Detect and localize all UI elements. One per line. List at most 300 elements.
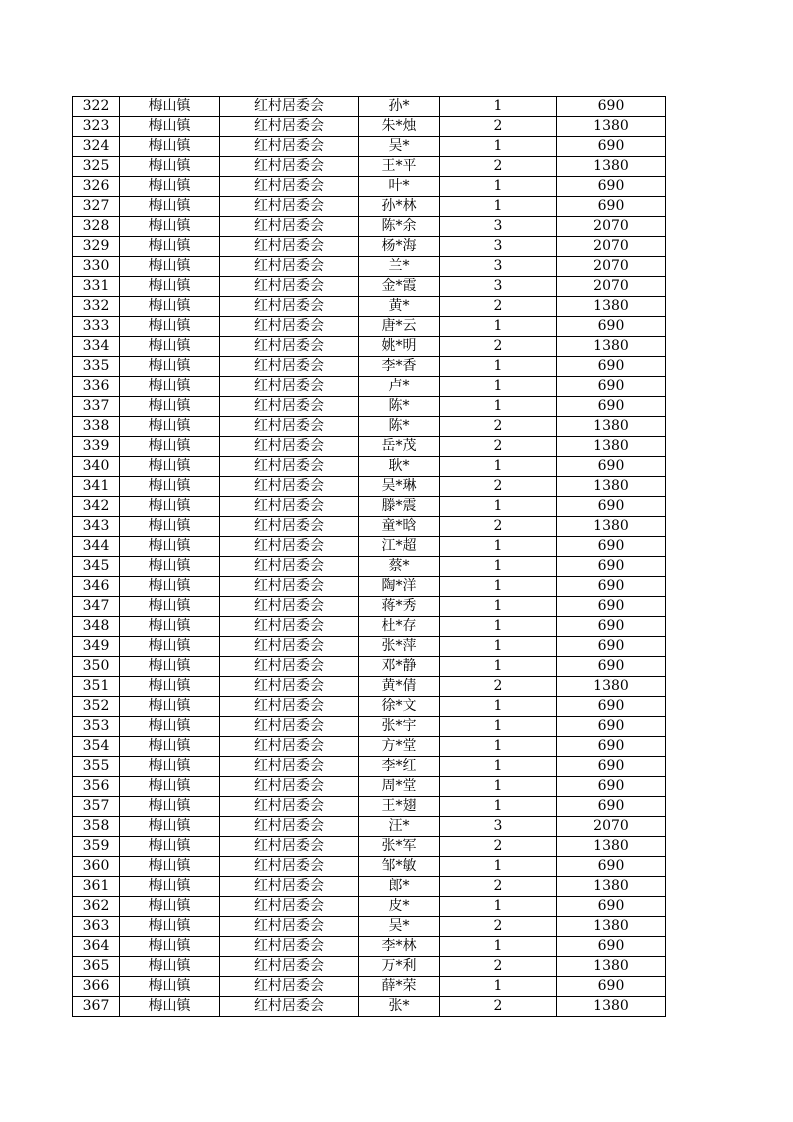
amount-cell: 690 [557, 797, 666, 817]
household-count-cell: 1 [440, 777, 557, 797]
amount-cell: 690 [557, 737, 666, 757]
committee-cell: 红村居委会 [220, 297, 359, 317]
household-count-cell: 1 [440, 637, 557, 657]
row-number-cell: 365 [73, 957, 120, 977]
row-number-cell: 355 [73, 757, 120, 777]
table-row [73, 217, 666, 237]
row-number-cell: 343 [73, 517, 120, 537]
town-cell: 梅山镇 [120, 357, 220, 377]
committee-cell: 红村居委会 [220, 417, 359, 437]
name-cell: 孙* [359, 97, 440, 117]
amount-cell: 690 [557, 857, 666, 877]
committee-cell: 红村居委会 [220, 877, 359, 897]
roster-table-body [73, 97, 666, 1017]
town-cell: 梅山镇 [120, 197, 220, 217]
table-row [73, 337, 666, 357]
amount-cell: 1380 [557, 117, 666, 137]
name-cell: 李*香 [359, 357, 440, 377]
amount-cell: 690 [557, 717, 666, 737]
committee-cell: 红村居委会 [220, 217, 359, 237]
roster-table [72, 96, 666, 1017]
amount-cell: 690 [557, 777, 666, 797]
row-number-cell: 353 [73, 717, 120, 737]
household-count-cell: 2 [440, 957, 557, 977]
town-cell: 梅山镇 [120, 997, 220, 1017]
amount-cell: 1380 [557, 477, 666, 497]
amount-cell: 1380 [557, 517, 666, 537]
town-cell: 梅山镇 [120, 157, 220, 177]
name-cell: 陶*洋 [359, 577, 440, 597]
table-row [73, 137, 666, 157]
row-number-cell: 362 [73, 897, 120, 917]
household-count-cell: 2 [440, 157, 557, 177]
row-number-cell: 357 [73, 797, 120, 817]
row-number-cell: 360 [73, 857, 120, 877]
name-cell: 皮* [359, 897, 440, 917]
household-count-cell: 3 [440, 817, 557, 837]
household-count-cell: 2 [440, 997, 557, 1017]
household-count-cell: 1 [440, 197, 557, 217]
table-row [73, 977, 666, 997]
town-cell: 梅山镇 [120, 397, 220, 417]
town-cell: 梅山镇 [120, 957, 220, 977]
town-cell: 梅山镇 [120, 697, 220, 717]
table-row [73, 997, 666, 1017]
name-cell: 姚*明 [359, 337, 440, 357]
name-cell: 万*利 [359, 957, 440, 977]
amount-cell: 1380 [557, 417, 666, 437]
committee-cell: 红村居委会 [220, 917, 359, 937]
row-number-cell: 338 [73, 417, 120, 437]
name-cell: 蒋*秀 [359, 597, 440, 617]
household-count-cell: 2 [440, 917, 557, 937]
amount-cell: 690 [557, 657, 666, 677]
row-number-cell: 340 [73, 457, 120, 477]
name-cell: 张*萍 [359, 637, 440, 657]
row-number-cell: 336 [73, 377, 120, 397]
committee-cell: 红村居委会 [220, 857, 359, 877]
committee-cell: 红村居委会 [220, 637, 359, 657]
name-cell: 薛*荣 [359, 977, 440, 997]
amount-cell: 1380 [557, 677, 666, 697]
table-row [73, 957, 666, 977]
name-cell: 耿* [359, 457, 440, 477]
town-cell: 梅山镇 [120, 737, 220, 757]
town-cell: 梅山镇 [120, 177, 220, 197]
amount-cell: 690 [557, 357, 666, 377]
table-row [73, 157, 666, 177]
town-cell: 梅山镇 [120, 917, 220, 937]
household-count-cell: 1 [440, 377, 557, 397]
amount-cell: 1380 [557, 337, 666, 357]
amount-cell: 690 [557, 937, 666, 957]
table-row [73, 897, 666, 917]
table-row [73, 717, 666, 737]
amount-cell: 690 [557, 97, 666, 117]
town-cell: 梅山镇 [120, 517, 220, 537]
name-cell: 江*超 [359, 537, 440, 557]
name-cell: 岳*茂 [359, 437, 440, 457]
town-cell: 梅山镇 [120, 257, 220, 277]
committee-cell: 红村居委会 [220, 677, 359, 697]
row-number-cell: 351 [73, 677, 120, 697]
row-number-cell: 364 [73, 937, 120, 957]
row-number-cell: 344 [73, 537, 120, 557]
table-row [73, 297, 666, 317]
table-row [73, 657, 666, 677]
row-number-cell: 363 [73, 917, 120, 937]
committee-cell: 红村居委会 [220, 237, 359, 257]
household-count-cell: 1 [440, 597, 557, 617]
household-count-cell: 1 [440, 177, 557, 197]
row-number-cell: 337 [73, 397, 120, 417]
committee-cell: 红村居委会 [220, 377, 359, 397]
town-cell: 梅山镇 [120, 297, 220, 317]
household-count-cell: 1 [440, 617, 557, 637]
household-count-cell: 1 [440, 497, 557, 517]
name-cell: 杨*海 [359, 237, 440, 257]
table-row [73, 877, 666, 897]
amount-cell: 2070 [557, 817, 666, 837]
town-cell: 梅山镇 [120, 337, 220, 357]
amount-cell: 690 [557, 637, 666, 657]
household-count-cell: 1 [440, 97, 557, 117]
town-cell: 梅山镇 [120, 277, 220, 297]
committee-cell: 红村居委会 [220, 337, 359, 357]
table-row [73, 397, 666, 417]
name-cell: 张*军 [359, 837, 440, 857]
town-cell: 梅山镇 [120, 317, 220, 337]
row-number-cell: 331 [73, 277, 120, 297]
town-cell: 梅山镇 [120, 457, 220, 477]
household-count-cell: 1 [440, 857, 557, 877]
committee-cell: 红村居委会 [220, 317, 359, 337]
committee-cell: 红村居委会 [220, 797, 359, 817]
row-number-cell: 342 [73, 497, 120, 517]
amount-cell: 690 [557, 897, 666, 917]
household-count-cell: 2 [440, 477, 557, 497]
committee-cell: 红村居委会 [220, 477, 359, 497]
committee-cell: 红村居委会 [220, 617, 359, 637]
name-cell: 蔡* [359, 557, 440, 577]
table-row [73, 937, 666, 957]
table-row [73, 777, 666, 797]
household-count-cell: 1 [440, 977, 557, 997]
name-cell: 陈* [359, 417, 440, 437]
table-row [73, 417, 666, 437]
household-count-cell: 2 [440, 877, 557, 897]
amount-cell: 690 [557, 377, 666, 397]
household-count-cell: 3 [440, 237, 557, 257]
table-row [73, 617, 666, 637]
amount-cell: 690 [557, 497, 666, 517]
row-number-cell: 366 [73, 977, 120, 997]
amount-cell: 690 [557, 397, 666, 417]
committee-cell: 红村居委会 [220, 697, 359, 717]
committee-cell: 红村居委会 [220, 657, 359, 677]
committee-cell: 红村居委会 [220, 897, 359, 917]
household-count-cell: 1 [440, 397, 557, 417]
table-row [73, 497, 666, 517]
table-row [73, 237, 666, 257]
committee-cell: 红村居委会 [220, 717, 359, 737]
town-cell: 梅山镇 [120, 237, 220, 257]
town-cell: 梅山镇 [120, 617, 220, 637]
name-cell: 张*宇 [359, 717, 440, 737]
town-cell: 梅山镇 [120, 97, 220, 117]
committee-cell: 红村居委会 [220, 517, 359, 537]
town-cell: 梅山镇 [120, 937, 220, 957]
town-cell: 梅山镇 [120, 857, 220, 877]
town-cell: 梅山镇 [120, 637, 220, 657]
name-cell: 张* [359, 997, 440, 1017]
amount-cell: 690 [557, 457, 666, 477]
table-row [73, 857, 666, 877]
amount-cell: 1380 [557, 877, 666, 897]
committee-cell: 红村居委会 [220, 757, 359, 777]
name-cell: 吴* [359, 137, 440, 157]
town-cell: 梅山镇 [120, 757, 220, 777]
amount-cell: 1380 [557, 437, 666, 457]
amount-cell: 690 [557, 617, 666, 637]
table-row [73, 437, 666, 457]
name-cell: 李*红 [359, 757, 440, 777]
table-row [73, 257, 666, 277]
row-number-cell: 326 [73, 177, 120, 197]
town-cell: 梅山镇 [120, 537, 220, 557]
name-cell: 李*林 [359, 937, 440, 957]
table-row [73, 697, 666, 717]
name-cell: 杜*存 [359, 617, 440, 637]
row-number-cell: 361 [73, 877, 120, 897]
name-cell: 朱*烛 [359, 117, 440, 137]
amount-cell: 690 [557, 557, 666, 577]
amount-cell: 690 [557, 977, 666, 997]
table-row [73, 817, 666, 837]
amount-cell: 690 [557, 597, 666, 617]
row-number-cell: 346 [73, 577, 120, 597]
name-cell: 邹*敏 [359, 857, 440, 877]
committee-cell: 红村居委会 [220, 597, 359, 617]
name-cell: 陈*余 [359, 217, 440, 237]
town-cell: 梅山镇 [120, 437, 220, 457]
amount-cell: 690 [557, 537, 666, 557]
household-count-cell: 2 [440, 677, 557, 697]
committee-cell: 红村居委会 [220, 777, 359, 797]
household-count-cell: 3 [440, 277, 557, 297]
amount-cell: 2070 [557, 237, 666, 257]
row-number-cell: 345 [73, 557, 120, 577]
row-number-cell: 322 [73, 97, 120, 117]
amount-cell: 1380 [557, 957, 666, 977]
table-row [73, 797, 666, 817]
row-number-cell: 327 [73, 197, 120, 217]
name-cell: 兰* [359, 257, 440, 277]
name-cell: 王*平 [359, 157, 440, 177]
name-cell: 吴* [359, 917, 440, 937]
amount-cell: 690 [557, 177, 666, 197]
household-count-cell: 2 [440, 117, 557, 137]
name-cell: 卢* [359, 377, 440, 397]
name-cell: 邓*静 [359, 657, 440, 677]
amount-cell: 690 [557, 697, 666, 717]
table-row [73, 917, 666, 937]
household-count-cell: 1 [440, 797, 557, 817]
town-cell: 梅山镇 [120, 477, 220, 497]
row-number-cell: 325 [73, 157, 120, 177]
table-row [73, 537, 666, 557]
town-cell: 梅山镇 [120, 977, 220, 997]
household-count-cell: 2 [440, 517, 557, 537]
household-count-cell: 3 [440, 257, 557, 277]
committee-cell: 红村居委会 [220, 257, 359, 277]
town-cell: 梅山镇 [120, 217, 220, 237]
table-row [73, 457, 666, 477]
row-number-cell: 341 [73, 477, 120, 497]
household-count-cell: 1 [440, 537, 557, 557]
amount-cell: 2070 [557, 277, 666, 297]
name-cell: 童*晗 [359, 517, 440, 537]
household-count-cell: 1 [440, 557, 557, 577]
row-number-cell: 332 [73, 297, 120, 317]
committee-cell: 红村居委会 [220, 557, 359, 577]
table-row [73, 597, 666, 617]
row-number-cell: 356 [73, 777, 120, 797]
committee-cell: 红村居委会 [220, 177, 359, 197]
table-row [73, 317, 666, 337]
committee-cell: 红村居委会 [220, 157, 359, 177]
town-cell: 梅山镇 [120, 117, 220, 137]
table-row [73, 837, 666, 857]
name-cell: 方*堂 [359, 737, 440, 757]
town-cell: 梅山镇 [120, 137, 220, 157]
name-cell: 徐*文 [359, 697, 440, 717]
name-cell: 唐*云 [359, 317, 440, 337]
amount-cell: 690 [557, 317, 666, 337]
committee-cell: 红村居委会 [220, 97, 359, 117]
town-cell: 梅山镇 [120, 897, 220, 917]
table-row [73, 517, 666, 537]
row-number-cell: 339 [73, 437, 120, 457]
town-cell: 梅山镇 [120, 377, 220, 397]
row-number-cell: 354 [73, 737, 120, 757]
name-cell: 黄*倩 [359, 677, 440, 697]
household-count-cell: 2 [440, 837, 557, 857]
row-number-cell: 333 [73, 317, 120, 337]
household-count-cell: 1 [440, 657, 557, 677]
table-row [73, 197, 666, 217]
name-cell: 吴*琳 [359, 477, 440, 497]
household-count-cell: 1 [440, 457, 557, 477]
town-cell: 梅山镇 [120, 657, 220, 677]
household-count-cell: 1 [440, 937, 557, 957]
amount-cell: 690 [557, 577, 666, 597]
row-number-cell: 328 [73, 217, 120, 237]
name-cell: 黄* [359, 297, 440, 317]
row-number-cell: 330 [73, 257, 120, 277]
committee-cell: 红村居委会 [220, 837, 359, 857]
table-row [73, 377, 666, 397]
table-row [73, 737, 666, 757]
row-number-cell: 329 [73, 237, 120, 257]
committee-cell: 红村居委会 [220, 577, 359, 597]
amount-cell: 690 [557, 137, 666, 157]
row-number-cell: 335 [73, 357, 120, 377]
row-number-cell: 350 [73, 657, 120, 677]
amount-cell: 690 [557, 197, 666, 217]
committee-cell: 红村居委会 [220, 537, 359, 557]
amount-cell: 690 [557, 757, 666, 777]
name-cell: 孙*林 [359, 197, 440, 217]
committee-cell: 红村居委会 [220, 137, 359, 157]
committee-cell: 红村居委会 [220, 997, 359, 1017]
committee-cell: 红村居委会 [220, 397, 359, 417]
town-cell: 梅山镇 [120, 557, 220, 577]
amount-cell: 1380 [557, 997, 666, 1017]
table-row [73, 757, 666, 777]
town-cell: 梅山镇 [120, 717, 220, 737]
committee-cell: 红村居委会 [220, 817, 359, 837]
household-count-cell: 1 [440, 757, 557, 777]
committee-cell: 红村居委会 [220, 497, 359, 517]
name-cell: 王*翅 [359, 797, 440, 817]
name-cell: 金*霞 [359, 277, 440, 297]
town-cell: 梅山镇 [120, 497, 220, 517]
name-cell: 陈* [359, 397, 440, 417]
household-count-cell: 3 [440, 217, 557, 237]
table-row [73, 357, 666, 377]
committee-cell: 红村居委会 [220, 977, 359, 997]
name-cell: 滕*震 [359, 497, 440, 517]
household-count-cell: 1 [440, 737, 557, 757]
amount-cell: 1380 [557, 917, 666, 937]
household-count-cell: 2 [440, 297, 557, 317]
household-count-cell: 1 [440, 717, 557, 737]
committee-cell: 红村居委会 [220, 357, 359, 377]
committee-cell: 红村居委会 [220, 957, 359, 977]
row-number-cell: 359 [73, 837, 120, 857]
name-cell: 叶* [359, 177, 440, 197]
committee-cell: 红村居委会 [220, 737, 359, 757]
table-row [73, 117, 666, 137]
table-row [73, 177, 666, 197]
town-cell: 梅山镇 [120, 877, 220, 897]
household-count-cell: 1 [440, 577, 557, 597]
town-cell: 梅山镇 [120, 597, 220, 617]
household-count-cell: 2 [440, 417, 557, 437]
table-row [73, 577, 666, 597]
committee-cell: 红村居委会 [220, 937, 359, 957]
row-number-cell: 334 [73, 337, 120, 357]
household-count-cell: 1 [440, 697, 557, 717]
committee-cell: 红村居委会 [220, 437, 359, 457]
name-cell: 郎* [359, 877, 440, 897]
table-row [73, 677, 666, 697]
town-cell: 梅山镇 [120, 777, 220, 797]
committee-cell: 红村居委会 [220, 197, 359, 217]
amount-cell: 1380 [557, 837, 666, 857]
row-number-cell: 347 [73, 597, 120, 617]
household-count-cell: 1 [440, 317, 557, 337]
table-row [73, 557, 666, 577]
table-row [73, 477, 666, 497]
town-cell: 梅山镇 [120, 797, 220, 817]
row-number-cell: 348 [73, 617, 120, 637]
household-count-cell: 2 [440, 437, 557, 457]
committee-cell: 红村居委会 [220, 117, 359, 137]
committee-cell: 红村居委会 [220, 277, 359, 297]
household-count-cell: 1 [440, 357, 557, 377]
